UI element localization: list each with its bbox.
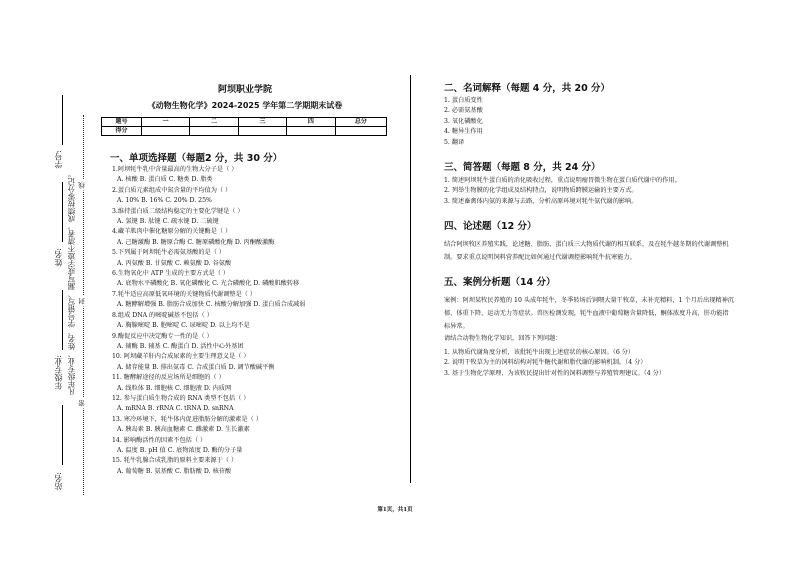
question-stem: 8.组成 DNA 的嘧啶碱基不包括（ ） [112,311,213,319]
question-stem: 14. 影响酶活性的因素不包括（ ） [112,436,207,444]
question-options: A. 储存能量 B. 排出氨毒 C. 合成蛋白质 D. 调节酸碱平衡 [117,363,275,371]
name-underline [62,182,63,242]
question-options: A. 胸腺嘧啶 B. 胞嘧啶 C. 尿嘧啶 D. 以上均不是 [117,322,250,330]
seal-char-seal: 封 [78,298,86,305]
question-item [112,373,402,394]
score-input-cell [190,127,238,136]
section2-title: 二、名词解释（每题 4 分，共 20 分） [444,83,611,94]
term-item: 3. 氧化磷酸化 [444,117,483,125]
question-item [112,352,402,373]
score-input-cell [287,127,335,136]
section3-title: 三、简答题（每题 8 分，共 24 分） [444,162,601,173]
score-table-cell: 三 [238,118,286,127]
question-stem: 6.生物氧化中 ATP 生成的主要方式是（ ） [112,270,230,278]
case-question-item: 3. 基于生物化学原理，为该牧民提出针对性的饲料调整与养殖管理建议。（4 分） [444,369,666,377]
class-label: 年级专业: [54,355,63,390]
question-stem: 15. 牦牛乳腺合成乳脂的原料主要来源于（ ） [112,457,238,465]
term-item: 5. 翻译 [444,138,465,146]
section4-title: 四、论述题（12 分） [444,221,537,232]
question-options: A. 己糖激酶 B. 糖原合酶 C. 糖原磷酸化酶 D. 丙酮酸激酶 [117,238,275,246]
case-question-item: 2. 说明干牧草为主的饲料结构对牦牛糖代谢和脂代谢的影响机制。（4 分） [444,359,647,367]
short-answer-item: 1. 简述阿坝牦牛蛋白质的消化吸收过程，重点说明瘤胃微生物在蛋白质代谢中的作用。 [444,177,681,184]
page-divider [410,75,411,483]
question-item [112,290,402,311]
score-table-cell: 二 [190,118,238,127]
student-id-label: 学号: [54,150,63,169]
question-item [112,436,402,457]
question-options: A. 温度 B. pH 值 C. 底物浓度 D. 酶的分子量 [117,446,243,454]
question-stem: 10. 阿坝藏羊肝内合成尿素的主要生理意义是（ ） [112,353,250,361]
question-stem: 7.牦牛适应高原低氧环境的关键物质代谢调整是（ ） [112,290,256,298]
term-item: 2. 必需氨基酸 [444,107,483,115]
question-options: A. 葡萄糖 B. 氨基酸 C. 脂肪酸 D. 核苷酸 [117,467,232,475]
seal-char-line: 线 [78,182,86,189]
question-item [112,332,402,353]
case-question-item: 1. 从物质代谢角度分析，该批牦牛出现上述症状的核心原因。（6 分） [444,349,635,356]
score-table [101,117,387,136]
section5-prompt: 请结合动物生物化学知识，回答下列问题： [444,335,562,342]
question-stem: 13. 寒冷环境下，牦牛体内促进脂肪分解的激素是（ ） [112,415,262,423]
center-label: 站名: [54,472,63,491]
section5-case-text: 案例：阿坝某牧民养殖的 10 头成年牦牛，冬季转场后饲喂大量干牧草，未补充精料，1 个月后出现精神沉郁、体重下降、运动无力等症状。兽医检测发现，牦牛血液中葡萄糖含量降低，酮体浓度升高，肝功能指标异常。 [444,297,734,330]
score-table-header-row [102,118,387,127]
question-options: A. 底物水平磷酸化 B. 氧化磷酸化 C. 光合磷酸化 D. 磷酸肌酸转移 [117,280,300,288]
question-item [112,269,402,290]
question-item [112,207,402,228]
score-input-cell [141,127,189,136]
question-item [112,227,402,248]
class-underline [62,290,63,350]
question-options: A. 糖酵解增强 B. 脂肪合成加快 C. 核酸分解加强 D. 蛋白质合成减弱 [117,301,306,309]
seal-char-secret: 密 [78,400,86,407]
question-item [112,394,402,415]
section4-essay-prompt: 结合阿坝牧区养殖实践，论述糖、脂肪、蛋白质三大物质代谢的相互联系，及在牦牛越冬期的代谢调整机制。要求重点说明饲料营养配比如何通过代谢调控影响牦牛抗寒能力。 [444,241,729,261]
question-stem: 9.酶促反应中决定酶专一性的是（ ） [112,332,213,340]
section5-title: 五、案例分析题（14 分） [444,277,556,288]
question-item [112,186,402,207]
question-item [112,248,402,269]
section5-question-list [444,348,665,379]
question-item [112,456,402,477]
score-table-cell: 一 [141,118,189,127]
question-options: A. 10% B. 16% C. 20% D. 25% [117,197,212,205]
page-number: 第1页，共1页 [377,507,413,513]
section1-question-list [112,165,402,477]
question-item [112,311,402,332]
center-underline [62,405,63,465]
question-stem: 1.阿坝牦牛乳中含量最高的生物大分子是（ ） [112,166,238,173]
short-answer-item: 3. 简述畜禽体内氨的来源与去路，分析高原环境对牦牛氨代谢的影响。 [444,197,638,205]
question-stem: 2.蛋白质元素组成中氮含量的平均值为（ ） [112,186,232,194]
question-stem: 12. 参与蛋白质生物合成的 RNA 类型不包括（ ） [112,394,250,402]
short-answer-item: 2. 列举生物膜的化学组成及结构特点，说明物质跨膜运输的主要方式。 [444,187,638,195]
score-table-cell: 得分 [102,127,142,136]
score-input-cell [238,127,286,136]
score-table-cell: 四 [287,118,335,127]
question-stem: 5.下列属于阿坝牦牛必需氨基酸的是（ ） [112,249,226,257]
question-options: A. 氢键 B. 肽键 C. 疏水键 D. 二硫键 [117,218,219,226]
question-stem: 4.藏羊肌肉中催化糖原分解的关键酶是（ ） [112,228,232,236]
section2-term-list [444,96,483,148]
score-table-score-row [102,127,387,136]
question-options: A. 核酸 B. 蛋白质 C. 糖类 D. 脂类 [117,176,213,184]
term-item: 1. 蛋白质变性 [444,97,483,104]
question-item [112,165,402,186]
section3-question-list [444,176,681,207]
school-name: 阿坝职业学院 [217,85,272,95]
question-stem: 3.维持蛋白质二级结构稳定的主要化学键是（ ） [112,207,244,215]
term-item: 4. 糖异生作用 [444,128,483,136]
question-options: A. 丙氨酸 B. 甘氨酸 C. 赖氨酸 D. 谷氨酸 [117,259,232,267]
student-id-underline [62,95,63,145]
section1-title: 一、单项选择题（每题2 分，共 30 分） [110,153,283,164]
score-table-cell: 总分 [335,118,386,127]
question-options: A. 胰岛素 B. 胰高血糖素 C. 雌激素 D. 生长激素 [117,426,250,434]
score-table-cell: 题号 [102,118,142,127]
binding-warning-text: 凡年级专业、姓名、学号错写、漏写或字迹不清者，成绩按零分记。 [67,170,76,395]
question-options: A. mRNA B. rRNA C. tRNA D. snRNA [117,405,234,413]
name-label: 姓名: [54,248,63,267]
question-options: A. 线粒体 B. 细胞核 C. 细胞液 D. 内质网 [117,384,232,392]
score-input-cell [335,127,386,136]
exam-title: 《动物生物化学》2024-2025 学年第二学期期末试卷 [147,101,343,110]
question-stem: 11. 糖酵解途径的反应场所是细胞的（ ） [112,374,225,382]
question-item [112,415,402,436]
question-options: A. 辅酶 B. 辅基 C. 酶蛋白 D. 活性中心外基团 [117,342,244,350]
